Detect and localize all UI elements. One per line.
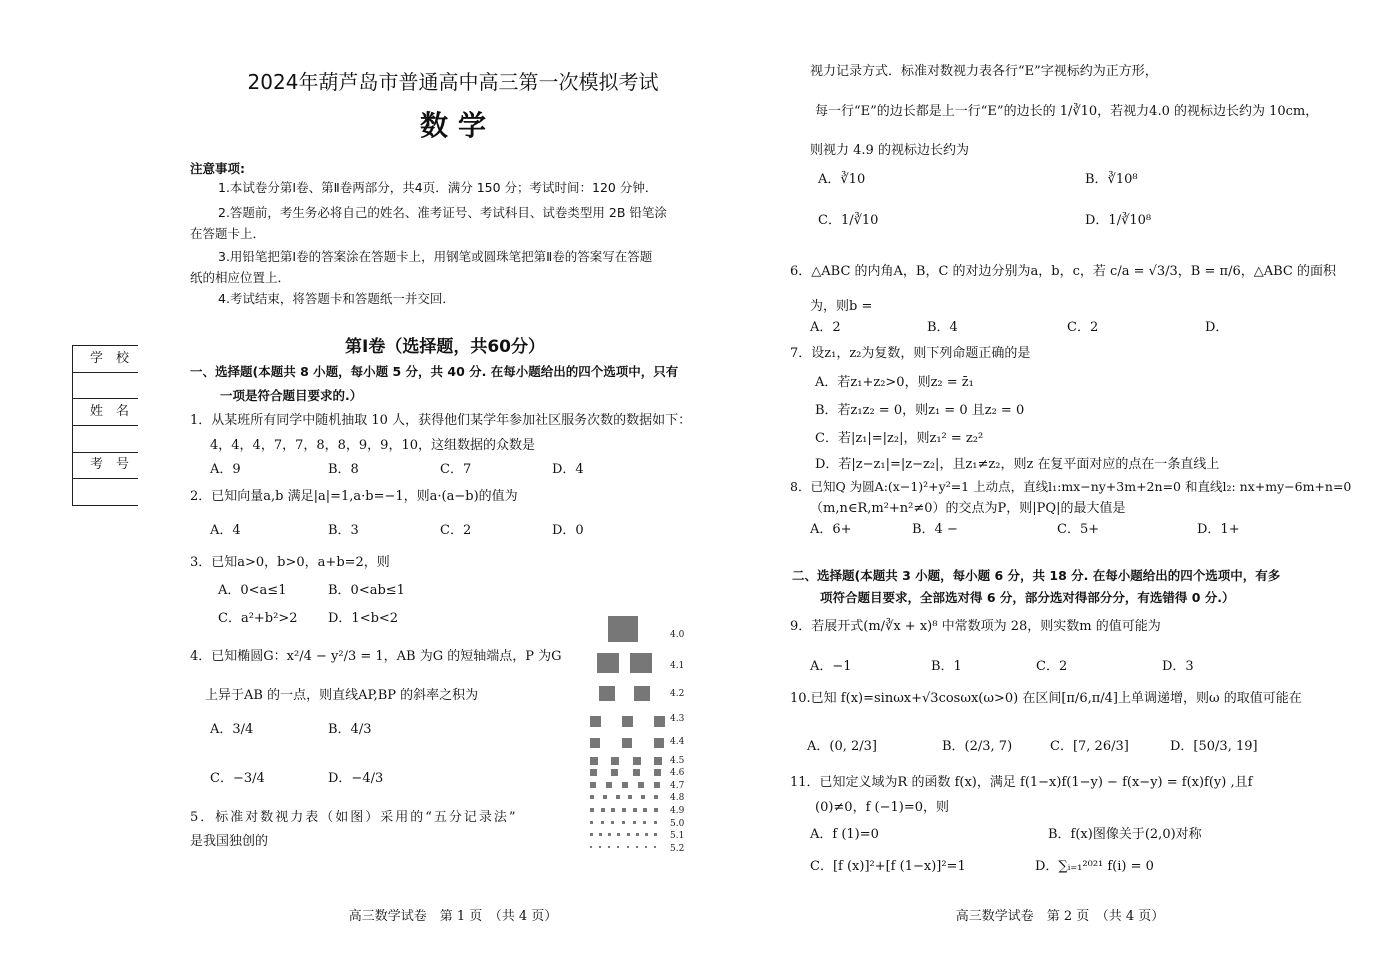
q2-option-a: A．4: [210, 523, 241, 538]
q3-option-b: B．0<ab≤1: [328, 583, 405, 598]
eye-chart-e-symbol: [622, 738, 632, 748]
eye-chart-e-symbol: [654, 738, 664, 748]
eye-chart-e-symbol: [611, 769, 618, 776]
q4-stem-cont: 上异于AB 的一点，则直线AP,BP 的斜率之积为: [205, 688, 479, 703]
eye-chart-e-symbol: [601, 821, 604, 824]
q11-stem-cont: (0)≠0，f (−1)=0，则: [815, 800, 949, 815]
eye-chart-e-symbol: [630, 653, 652, 673]
name-label: 姓 名: [90, 404, 130, 419]
eye-chart-e-symbol: [633, 757, 641, 765]
eye-chart-e-symbol: [654, 757, 662, 765]
eye-chart-e-symbol: [627, 833, 630, 836]
divider: [72, 478, 138, 479]
eye-chart-e-symbol: [590, 782, 596, 788]
divider: [72, 505, 138, 506]
q5-option-a: A．∛10: [818, 172, 866, 187]
eye-chart-e-symbol: [633, 808, 637, 812]
q5-cont-line2: 每一行“E”的边长都是上一行“E”的边长的 1/∛10，若视力4.0 的视标边长约为 10cm，: [815, 104, 1319, 119]
eye-chart-e-symbol: [590, 757, 598, 765]
q3-stem: 3．已知a>0，b>0，a+b=2，则: [190, 555, 390, 570]
subject-heading: 数学: [419, 109, 497, 142]
eye-chart-e-symbol: [601, 808, 605, 812]
eye-chart-e-symbol: [599, 833, 602, 836]
q10-option-b: B．(2/3, 7): [942, 739, 1013, 754]
eye-chart-e-symbol: [611, 821, 614, 824]
eye-chart-e-symbol: [590, 808, 594, 812]
eye-chart-e-symbol: [599, 686, 615, 701]
eye-chart-e-symbol: [622, 808, 626, 812]
q1-option-b: B．8: [328, 462, 359, 477]
eye-chart-e-symbol: [617, 846, 619, 848]
q4-option-b: B．4/3: [328, 722, 372, 737]
q9-stem: 9．若展开式(m/∛x + x)⁸ 中常数项为 28，则实数m 的值可能为: [790, 619, 1161, 634]
eye-chart-e-symbol: [654, 782, 660, 788]
eye-chart-e-symbol: [627, 846, 629, 848]
eye-chart-e-symbol: [643, 808, 647, 812]
eye-chart-e-symbol: [590, 833, 593, 836]
eye-chart-e-symbol: [590, 821, 593, 824]
q2-option-b: B．3: [328, 523, 359, 538]
part1-heading: 一、选择题(本题共 8 小题，每小题 5 分，共 40 分. 在每小题给出的四个选项中，只有: [190, 364, 679, 379]
q9-option-d: D．3: [1162, 659, 1194, 674]
eye-chart-label: 4.6: [670, 768, 685, 778]
q11-option-d: D．∑ᵢ₌₁²⁰²¹ f(i) = 0: [1035, 859, 1154, 874]
eye-chart-e-symbol: [628, 795, 632, 799]
q1-option-a: A．9: [210, 462, 241, 477]
eye-chart-e-symbol: [654, 795, 658, 799]
eye-chart-e-symbol: [633, 769, 640, 776]
q4-option-d: D．−4/3: [328, 771, 384, 786]
q5-option-c: C．1/∛10: [818, 213, 879, 228]
eye-chart-e-symbol: [643, 821, 646, 824]
eye-chart-e-symbol: [654, 769, 661, 776]
q1-data: 4，4，4，7，7，8，8，9，9，10，这组数据的众数是: [210, 438, 535, 453]
note-4: 4.考试结束，将答题卡和答题纸一并交回．: [218, 291, 455, 306]
eye-chart-label: 4.8: [670, 793, 685, 803]
eye-chart-label: 4.9: [670, 806, 685, 816]
q10-option-d: D．[50/3, 19]: [1170, 739, 1258, 754]
eye-chart-label: 4.1: [670, 661, 685, 671]
eye-chart-e-symbol: [590, 716, 601, 727]
eye-chart-e-symbol: [590, 769, 597, 776]
eye-chart-label: 4.0: [670, 630, 685, 640]
eye-chart-e-symbol: [654, 833, 657, 836]
divider: [72, 372, 138, 373]
divider: [72, 425, 138, 426]
q5-cont-line3: 则视力 4.9 的视标边长约为: [810, 143, 969, 158]
eye-chart-e-symbol: [633, 821, 636, 824]
q3-option-c: C．a²+b²>2: [218, 611, 298, 626]
q6-stem: 6．△ABC 的内角A，B，C 的对边分别为a，b，c，若 c/a = √3/3，B = π/6，△ABC 的面积: [790, 264, 1336, 279]
exam-title: 2024年葫芦岛市普通高中高三第一次模拟考试: [247, 70, 659, 94]
eye-chart-e-symbol: [590, 738, 600, 748]
eye-chart-e-symbol: [638, 782, 644, 788]
q9-option-c: C．2: [1036, 659, 1068, 674]
eye-chart-e-symbol: [654, 846, 656, 848]
q7-stem: 7．设z₁，z₂为复数，则下列命题正确的是: [790, 346, 1031, 361]
note-3: 3.用铅笔把第Ⅰ卷的答案涂在答题卡上，用钢笔或圆珠笔把第Ⅱ卷的答案写在答题: [218, 249, 653, 264]
q11-option-b: B．f(x)图像关于(2,0)对称: [1048, 827, 1202, 842]
q5-cont-line1: 视力记录方式．标准对数视力表各行“E”字视标约为正方形，: [810, 64, 1158, 79]
section-title: 第Ⅰ卷（选择题，共60分）: [345, 337, 545, 357]
divider: [72, 398, 138, 399]
eye-chart-e-symbol: [616, 795, 620, 799]
q6-stem-cont: 为，则b =: [810, 299, 873, 314]
q5-stem-cont: 是我国独创的: [190, 834, 269, 849]
eye-chart-label: 5.0: [670, 819, 685, 829]
q8-stem-cont: （m,n∈R,m²+n²≠0）的交点为P，则|PQ|的最大值是: [810, 501, 1126, 516]
q1-option-c: C．7: [440, 462, 472, 477]
q6-option-a: A．2: [810, 320, 841, 335]
eye-chart-e-symbol: [622, 821, 625, 824]
eye-chart-label: 4.5: [670, 756, 685, 766]
eye-chart-label: 4.3: [670, 714, 685, 724]
q5-option-d: D．1/∛10⁸: [1085, 213, 1152, 228]
q8-option-b: B．4 −: [912, 522, 958, 537]
eye-chart-e-symbol: [608, 616, 638, 642]
eye-chart-label: 5.1: [670, 831, 685, 841]
school-label: 学 校: [90, 351, 130, 366]
divider: [72, 452, 138, 453]
eye-chart-e-symbol: [611, 757, 619, 765]
q9-option-b: B．1: [931, 659, 962, 674]
eye-chart-label: 5.2: [670, 844, 685, 854]
q2-stem: 2．已知向量a,b 满足|a|=1,a·b=−1，则a·(a−b)的值为: [190, 489, 518, 504]
eye-chart-e-symbol: [599, 846, 601, 848]
eye-chart-e-symbol: [654, 808, 658, 812]
q7-option-c: C．若|z₁|=|z₂|，则z₁² = z₂²: [815, 431, 984, 446]
q11-stem: 11．已知定义域为R 的函数 f(x)，满足 f(1−x)f(1−y) − f(x−y) = f(x)f(y) ,且f: [790, 775, 1253, 790]
eye-chart-e-symbol: [622, 782, 628, 788]
q1-stem: 1．从某班所有同学中随机抽取 10 人，获得他们某学年参加社区服务次数的数据如下：: [190, 413, 692, 428]
eye-chart-label: 4.2: [670, 689, 685, 699]
eye-chart-e-symbol: [654, 716, 665, 727]
q8-option-a: A．6+: [810, 522, 852, 537]
q10-option-a: A．(0, 2/3]: [807, 739, 877, 754]
q7-option-a: A．若z₁+z₂>0，则z₂ = z̄₁: [815, 375, 974, 390]
eye-chart-e-symbol: [606, 782, 612, 788]
eye-chart-e-symbol: [608, 833, 611, 836]
q5-option-b: B．∛10⁸: [1085, 172, 1138, 187]
eye-chart-e-symbol: [590, 795, 594, 799]
q6-option-c: C．2: [1067, 320, 1099, 335]
q8-option-c: C．5+: [1057, 522, 1100, 537]
part2-heading-cont: 项符合题目要求，全部选对得 6 分，部分选对得部分分，有选错得 0 分.）: [820, 590, 1235, 605]
q6-option-b: B．4: [927, 320, 958, 335]
part2-heading: 二、选择题(本题共 3 小题，每小题 6 分，共 18 分. 在每小题给出的四个选项中，有多: [792, 568, 1281, 583]
eye-chart-e-symbol: [608, 846, 610, 848]
q4-option-c: C．−3/4: [210, 771, 265, 786]
eye-chart-e-symbol: [654, 821, 657, 824]
eye-chart-e-symbol: [641, 795, 645, 799]
part1-heading-cont: 一项是符合题目要求的.）: [220, 388, 363, 403]
note-2-cont: 在答题卡上．: [190, 226, 266, 241]
divider: [72, 345, 138, 346]
q4-option-a: A．3/4: [210, 722, 254, 737]
q10-stem: 10.已知 f(x)=sinωx+√3cosωx(ω>0) 在区间[π/6,π/4]上单调递增，则ω 的取值可能在: [790, 691, 1302, 706]
eye-chart-label: 4.7: [670, 781, 685, 791]
eye-chart-e-symbol: [603, 795, 607, 799]
q10-option-c: C．[7, 26/3]: [1050, 739, 1129, 754]
q8-stem: 8．已知Q 为圆A:(x−1)²+y²=1 上动点，直线l₁:mx−ny+3m+2n=0 和直线l₂: nx+my−6m+n=0: [790, 479, 1352, 494]
eye-chart-e-symbol: [611, 808, 615, 812]
notes-heading: 注意事项:: [190, 161, 245, 176]
q6-option-d: D．: [1205, 320, 1229, 335]
eye-chart-e-symbol: [597, 653, 619, 673]
q3-option-a: A．0<a≤1: [218, 583, 287, 598]
q11-option-c: C．[f (x)]²+[f (1−x)]²=1: [810, 859, 966, 874]
exam-number-label: 考 号: [90, 457, 130, 472]
q5-stem: 5．标准对数视力表（如图）采用的“五分记录法”: [190, 810, 518, 825]
eye-chart-e-symbol: [645, 846, 647, 848]
q4-stem: 4．已知椭圆G：x²/4 − y²/3 = 1，AB 为G 的短轴端点，P 为G: [190, 649, 562, 664]
eye-chart-e-symbol: [590, 846, 592, 848]
q11-option-a: A．f (1)=0: [810, 827, 879, 842]
q7-option-d: D．若|z−z₁|=|z−z₂|，且z₁≠z₂，则z 在复平面对应的点在一条直线上: [815, 457, 1220, 472]
eye-chart-e-symbol: [634, 686, 650, 701]
eye-chart-e-symbol: [645, 833, 648, 836]
page1-footer: 高三数学试卷 第 1 页 （共 4 页）: [348, 909, 558, 924]
q2-option-d: D．0: [552, 523, 584, 538]
note-1: 1.本试卷分第Ⅰ卷、第Ⅱ卷两部分，共4页．满分 150 分；考试时间：120 分钟．: [218, 180, 658, 195]
q2-option-c: C．2: [440, 523, 472, 538]
eye-chart-e-symbol: [636, 846, 638, 848]
q7-option-b: B．若z₁z₂ = 0，则z₁ = 0 且z₂ = 0: [815, 403, 1025, 418]
q8-option-d: D．1+: [1197, 522, 1240, 537]
eye-chart-label: 4.4: [670, 737, 685, 747]
q3-option-d: D．1<b<2: [328, 611, 399, 626]
eye-chart-e-symbol: [617, 833, 620, 836]
note-3-cont: 纸的相应位置上．: [190, 270, 291, 285]
page2-footer: 高三数学试卷 第 2 页 （共 4 页）: [955, 909, 1165, 924]
q1-option-d: D．4: [552, 462, 584, 477]
note-2: 2.答题前，考生务必将自己的姓名、准考证号、考试科目、试卷类型用 2B 铅笔涂: [218, 205, 667, 220]
q9-option-a: A．−1: [810, 659, 852, 674]
eye-chart-e-symbol: [636, 833, 639, 836]
eye-chart-e-symbol: [622, 716, 633, 727]
